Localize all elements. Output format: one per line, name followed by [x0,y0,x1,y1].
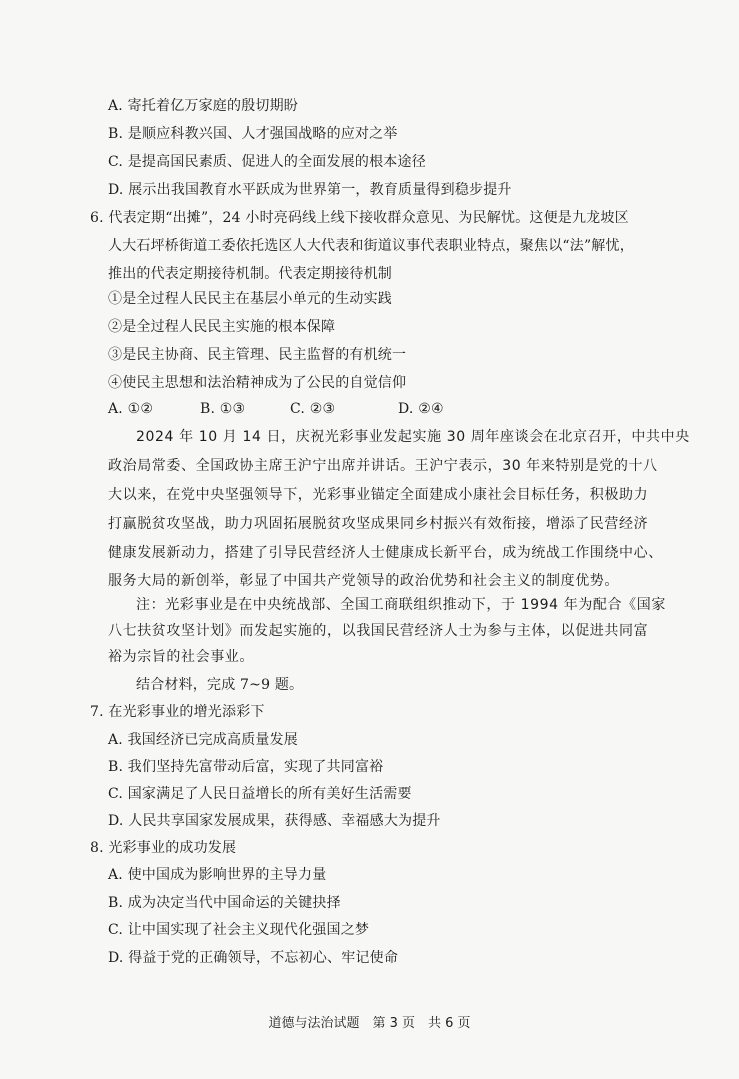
q7-option-d: D. 人民共享国家发展成果，获得感、幸福感大为提升 [108,813,441,829]
q8-stem: 8. 光彩事业的成功发展 [90,840,237,856]
q6-statement-1: ①是全过程人民民主在基层小单元的生动实践 [108,291,392,307]
q6-choice-a: A. ①② [108,401,154,417]
q8-option-a: A. 使中国成为影响世界的主导力量 [108,867,327,883]
q5-option-d: D. 展示出我国教育水平跃成为世界第一，教育质量得到稳步提升 [108,182,512,198]
q5-option-c: C. 是提高国民素质、促进人的全面发展的根本途径 [108,154,426,170]
q6-choice-b: B. ①③ [200,401,246,417]
q5-option-b: B. 是顺应科教兴国、人才强国战略的应对之举 [108,126,398,142]
material-instruction: 结合材料，完成 7~9 题。 [136,677,304,693]
q6-stem-line-3: 推出的代表定期接待机制。代表定期接待机制 [108,266,392,282]
material-line-5: 健康发展新动力，搭建了引导民营经济人士健康成长新平台，成为统战工作围绕中心、 [108,545,663,561]
material-line-4: 打赢脱贫攻坚战，助力巩固拓展脱贫攻坚成果同乡村振兴有效衔接，增添了民营经济 [108,516,649,532]
q7-option-b: B. 我们坚持先富带动后富，实现了共同富裕 [108,759,384,775]
q6-stem-line-2: 人大石坪桥街道工委依托选区人大代表和街道议事代表职业特点，聚焦以“法”解忧， [108,238,634,254]
material-line-3: 大以来，在党中央坚强领导下，光彩事业锚定全面建成小康社会目标任务，积极助力 [108,487,649,503]
material-line-6: 服务大局的新创举，彰显了中国共产党领导的政治优势和社会主义的制度优势。 [108,573,619,589]
material-line-2: 政治局常委、全国政协主席王沪宁出席并讲话。王沪宁表示，30 年来特别是党的十八 [108,458,658,474]
q6-choice-d: D. ②④ [398,401,444,417]
q7-option-a: A. 我国经济已完成高质量发展 [108,732,299,748]
q7-option-c: C. 国家满足了人民日益增长的所有美好生活需要 [108,786,412,802]
q5-option-a: A. 寄托着亿万家庭的殷切期盼 [108,98,299,114]
q6-choice-c: C. ②③ [290,401,336,417]
page-footer: 道德与法治试题 第 3 页 共 6 页 [268,1016,471,1031]
q6-stem-line-1: 6. 代表定期“出摊”，24 小时亮码线上线下接收群众意见、为民解忧。这便是九龙坡区 [90,210,629,226]
q6-statement-2: ②是全过程人民民主实施的根本保障 [108,319,336,335]
q8-option-d: D. 得益于党的正确领导，不忘初心、牢记使命 [108,950,399,966]
material-note-line-2: 八七扶贫攻坚计划》而发起实施的，以我国民营经济人士为参与主体，以促进共同富 [108,623,649,639]
material-note-line-1: 注：光彩事业是在中央统战部、全国工商联组织推动下，于 1994 年为配合《国家 [136,597,666,613]
material-note-line-3: 裕为宗旨的社会事业。 [108,649,254,665]
q6-statement-3: ③是民主协商、民主管理、民主监督的有机统一 [108,347,407,363]
material-line-1: 2024 年 10 月 14 日，庆祝光彩事业发起实施 30 周年座谈会在北京召开，中共中央 [136,429,690,445]
q8-option-c: C. 让中国实现了社会主义现代化强国之梦 [108,922,370,938]
q7-stem: 7. 在光彩事业的增光添彩下 [90,704,265,720]
q6-statement-4: ④使民主思想和法治精神成为了公民的自觉信仰 [108,375,407,391]
q8-option-b: B. 成为决定当代中国命运的关键抉择 [108,895,341,911]
